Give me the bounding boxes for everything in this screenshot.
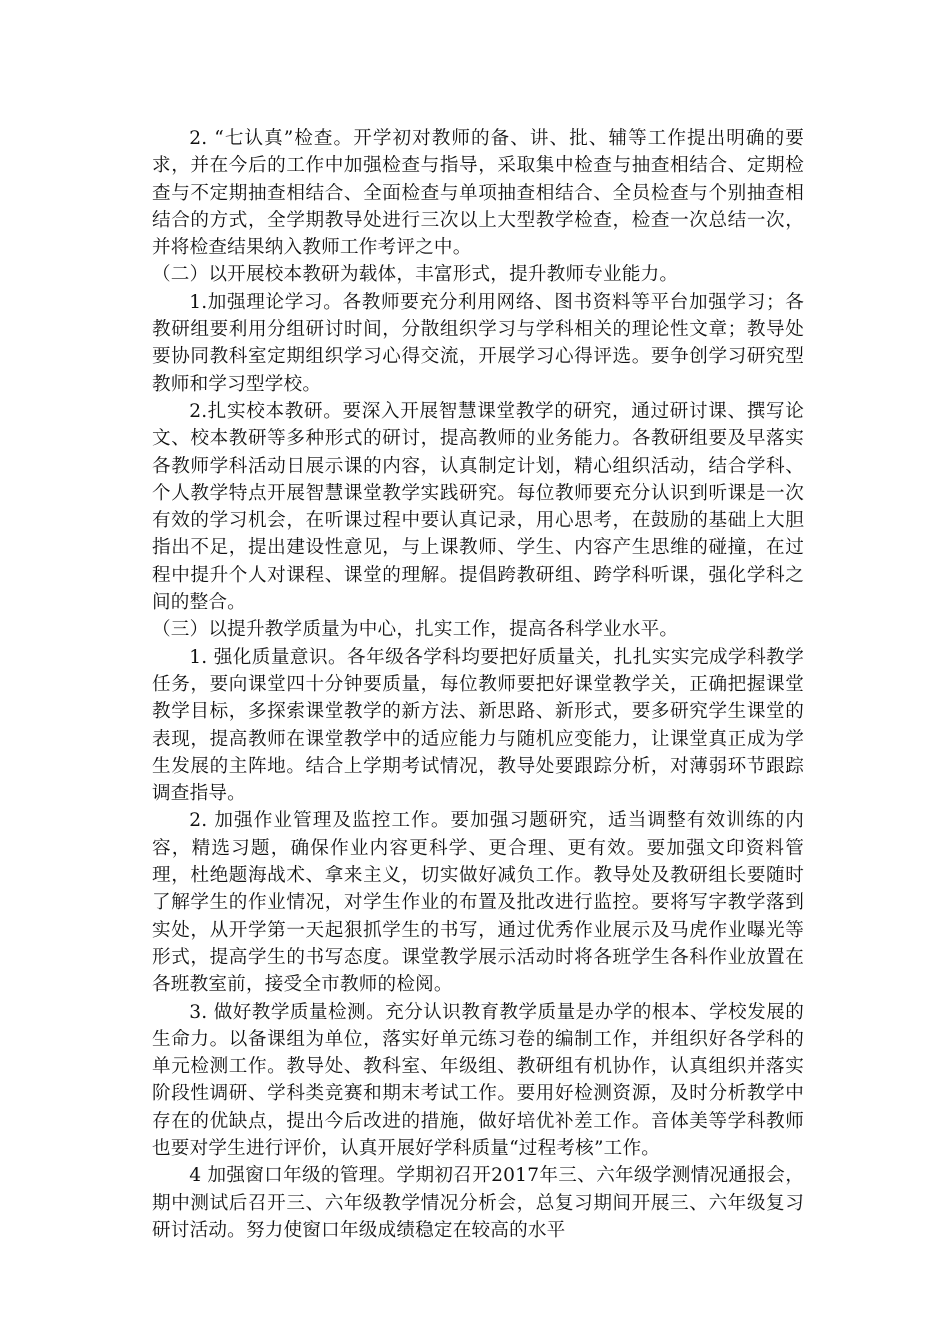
paragraph-school-research: 2.扎实校本教研。要深入开展智慧课堂教学的研究，通过研讨课、撰写论文、校本教研等多种形式的研讨，提高教师的业务能力。各教研组要及早落实各教师学科活动日展示课的内容，认真制定计划，精心组织活动，结合学科、个人教学特点开展智慧课堂教学实践研究。每位教师要充分认识到听课是一次有效的学习机会，在听课过程中要认真记录，用心思考，在鼓励的基础上大胆指出不足，提出建设性意见，与上课教师、学生、内容产生思维的碰撞，在过程中提升个人对课程、课堂的理解。提倡跨教研组、跨学科听课，强化学科之间的整合。: [152, 400, 804, 614]
paragraph-quality-awareness: 1. 强化质量意识。各年级各学科均要把好质量关，扎扎实实完成学科教学任务，要向课堂四十分钟要质量，每位教师要把好课堂教学关，正确把握课堂教学目标，多探索课堂教学的新方法、新思路、新形式，要多研究学生课堂的表现，提高教师在课堂教学中的适应能力与随机应变能力，让课堂真正成为学生发展的主阵地。结合上学期考试情况，教导处要跟踪分析，对薄弱环节跟踪调查指导。: [152, 646, 804, 805]
paragraph-theory-study: 1.加强理论学习。各教师要充分利用网络、图书资料等平台加强学习；各教研组要利用分组研讨时间，分散组织学习与学科相关的理论性文章；教导处要协同教科室定期组织学习心得交流，开展学习心得评选。要争创学习研究型教师和学习型学校。: [152, 291, 804, 395]
paragraph-window-grades: 4 加强窗口年级的管理。学期初召开2017年三、六年级学测情况通报会，期中测试后召开三、六年级教学情况分析会，总复习期间开展三、六年级复习研讨活动。努力使窗口年级成绩稳定在较高的水平: [152, 1165, 804, 1241]
section-heading-3: （三）以提升教学质量为中心，扎实工作，提高各科学业水平。: [152, 619, 679, 641]
paragraph-homework-management: 2. 加强作业管理及监控工作。要加强习题研究，适当调整有效训练的内容，精选习题，确保作业内容更科学、更合理、更有效。要加强文印资料管理，杜绝题海战术、拿来主义，切实做好减负工作。教导处及教研组长要随时了解学生的作业情况，对学生作业的布置及批改进行监控。要将写字教学落到实处，从开学第一天起狠抓学生的书写，通过优秀作业展示及马虎作业曝光等形式，提高学生的书写态度。课堂教学展示活动时将各班学生各科作业放置在各班教室前，接受全市教师的检阅。: [152, 810, 804, 996]
section-heading-2: （二）以开展校本教研为载体，丰富形式，提升教师专业能力。: [152, 264, 679, 286]
paragraph-seven-checks: 2. “七认真”检查。开学初对教师的备、讲、批、辅等工作提出明确的要求，并在今后的工作中加强检查与指导，采取集中检查与抽查相结合、定期检查与不定期抽查相结合、全面检查与单项抽查相结合、全员检查与个别抽查相结合的方式，全学期教导处进行三次以上大型教学检查，检查一次总结一次，并将检查结果纳入教师工作考评之中。: [152, 128, 804, 259]
paragraph-quality-testing: 3. 做好教学质量检测。充分认识教育教学质量是办学的根本、学校发展的生命力。以备课组为单位，落实好单元练习卷的编制工作，并组织好各学科的单元检测工作。教导处、教科室、年级组、教研组有机协作，认真组织并落实阶段性调研、学科类竞赛和期末考试工作。要用好检测资源，及时分析教学中存在的优缺点，提出今后改进的措施，做好培优补差工作。音体美等学科教师也要对学生进行评价，认真开展好学科质量“过程考核”工作。: [152, 1001, 804, 1159]
document-page: [152, 125, 804, 1244]
